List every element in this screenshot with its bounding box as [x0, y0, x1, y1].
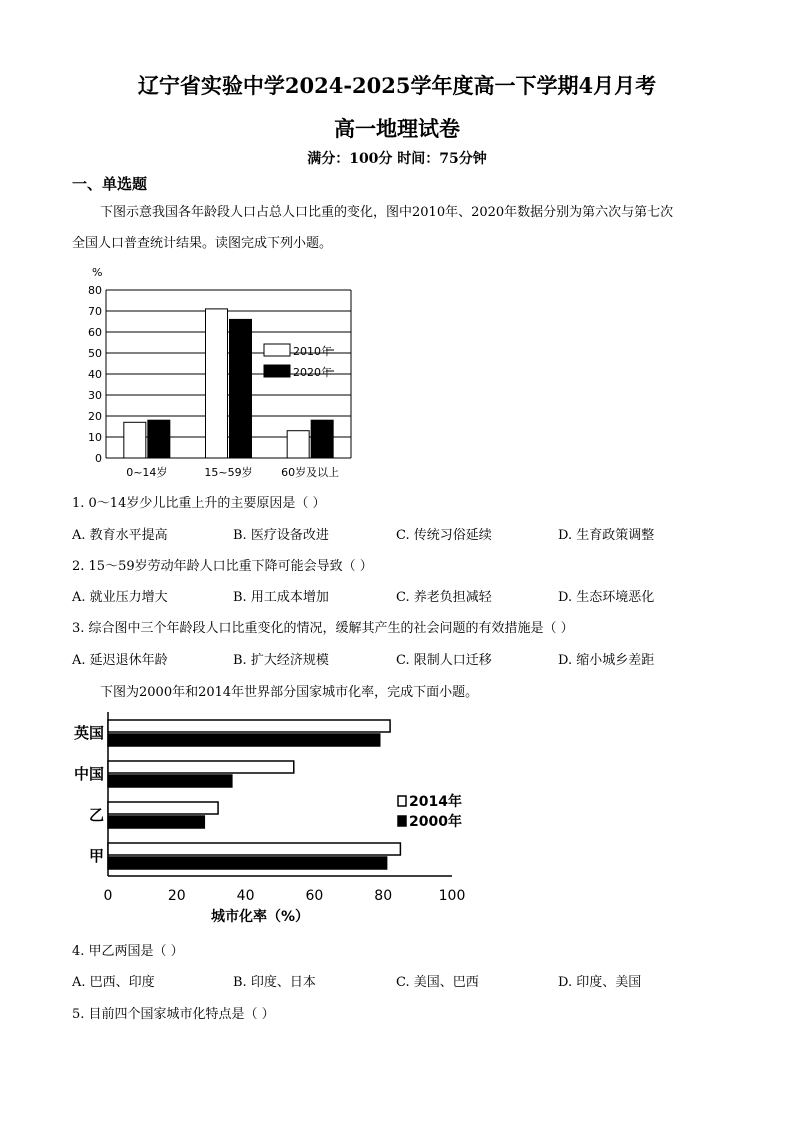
- legend-swatch-2000年: [398, 816, 406, 826]
- category-label: 甲: [88, 847, 104, 865]
- q1-option-d[interactable]: D. 生育政策调整: [558, 528, 655, 543]
- page-subtitle: 高一地理试卷: [334, 116, 460, 141]
- y-tick-label: 60: [88, 326, 102, 339]
- bar-2010年: [206, 309, 228, 458]
- intro-text-1b: 全国人口普查统计结果。读图完成下列小题。: [72, 236, 333, 251]
- category-label: 中国: [73, 765, 104, 783]
- intro-text-1: 下图示意我国各年龄段人口占总人口比重的变化，图中2010年、2020年数据分别为第六次与第七次: [100, 205, 674, 220]
- q3-option-a[interactable]: A. 延迟退休年龄: [72, 653, 168, 668]
- intro-text-2: 下图为2000年和2014年世界部分国家城市化率，完成下面小题。: [100, 685, 479, 700]
- q4-option-c[interactable]: C. 美国、巴西: [396, 975, 479, 990]
- x-tick-label: 40: [236, 888, 255, 904]
- q2-option-d[interactable]: D. 生态环境恶化: [558, 590, 655, 605]
- urbanization-chart: [68, 710, 488, 930]
- x-tick-label: 0: [103, 888, 113, 904]
- q4-option-b[interactable]: B. 印度、日本: [233, 975, 316, 990]
- question-4: 4. 甲乙两国是（ ）: [72, 944, 184, 959]
- bar-2020年: [311, 420, 333, 458]
- q1-option-a[interactable]: A. 教育水平提高: [72, 528, 168, 543]
- bar-2014年: [108, 720, 390, 732]
- x-tick-label: 15~59岁: [204, 466, 253, 479]
- question-5: 5. 目前四个国家城市化特点是（ ）: [72, 1007, 275, 1022]
- legend-swatch-2010年: [264, 344, 290, 356]
- legend-label: 2000年: [409, 814, 462, 830]
- x-tick-label: 100: [438, 888, 466, 904]
- y-tick-label: 80: [88, 284, 102, 297]
- page-title: 辽宁省实验中学2024-2025学年度高一下学期4月月考: [137, 73, 657, 98]
- legend-swatch-2020年: [264, 365, 290, 377]
- y-tick-label: 40: [88, 368, 102, 381]
- x-tick-label: 60岁及以上: [281, 466, 340, 479]
- bar-2000年: [108, 775, 232, 787]
- legend-label: 2010年: [293, 345, 332, 358]
- legend-label: 2014年: [409, 794, 462, 810]
- y-tick-label: 10: [88, 431, 102, 444]
- category-label: 英国: [73, 724, 104, 742]
- q2-option-a[interactable]: A. 就业压力增大: [72, 590, 168, 605]
- question-1: 1. 0～14岁少儿比重上升的主要原因是（ ）: [72, 496, 326, 511]
- bar-2000年: [108, 816, 204, 828]
- bar-2014年: [108, 761, 294, 773]
- legend-swatch-2014年: [398, 796, 406, 806]
- category-label: 乙: [88, 806, 104, 824]
- x-tick-label: 60: [305, 888, 324, 904]
- age-structure-chart: [78, 260, 368, 485]
- x-tick-label: 20: [167, 888, 186, 904]
- y-tick-label: 0: [95, 452, 102, 465]
- q2-option-b[interactable]: B. 用工成本增加: [233, 590, 329, 605]
- question-3: 3. 综合图中三个年龄段人口比重变化的情况，缓解其产生的社会问题的有效措施是（ ）: [72, 621, 574, 636]
- x-tick-label: 0~14岁: [126, 466, 168, 479]
- bar-2010年: [124, 422, 146, 458]
- q1-option-b[interactable]: B. 医疗设备改进: [233, 528, 329, 543]
- y-tick-label: 70: [88, 305, 102, 318]
- y-tick-label: 20: [88, 410, 102, 423]
- bar-2020年: [148, 420, 170, 458]
- question-2: 2. 15～59岁劳动年龄人口比重下降可能会导致（ ）: [72, 559, 373, 574]
- bar-2010年: [287, 431, 309, 458]
- q3-option-d[interactable]: D. 缩小城乡差距: [558, 653, 655, 668]
- bar-2020年: [230, 319, 252, 458]
- x-tick-label: 80: [374, 888, 393, 904]
- bar-2000年: [108, 734, 380, 746]
- bar-2014年: [108, 843, 400, 855]
- legend-label: 2020年: [293, 366, 332, 379]
- q3-option-b[interactable]: B. 扩大经济规模: [233, 653, 329, 668]
- q1-option-c[interactable]: C. 传统习俗延续: [396, 528, 492, 543]
- bar-2014年: [108, 802, 218, 814]
- y-tick-label: 50: [88, 347, 102, 360]
- y-axis-label: %: [92, 266, 103, 279]
- bar-2000年: [108, 857, 387, 869]
- q3-option-c[interactable]: C. 限制人口迁移: [396, 653, 492, 668]
- q4-option-a[interactable]: A. 巴西、印度: [72, 975, 155, 990]
- x-axis-label: 城市化率（%）: [210, 909, 310, 925]
- exam-meta: 满分：100分 时间：75分钟: [307, 151, 487, 167]
- y-tick-label: 30: [88, 389, 102, 402]
- section-heading: 一、单选题: [72, 175, 148, 193]
- q4-option-d[interactable]: D. 印度、美国: [558, 975, 642, 990]
- q2-option-c[interactable]: C. 养老负担减轻: [396, 590, 492, 605]
